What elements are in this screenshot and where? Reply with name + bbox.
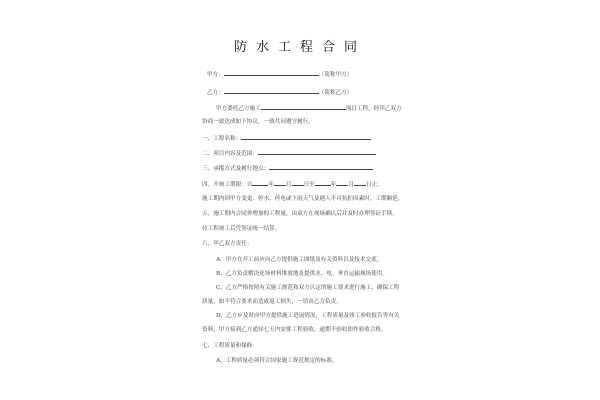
party-b-label: 乙方： [207,90,224,96]
clause-d-line-2: 资料，甲方接到乙方通知七天内安排工程验收，逾期不验收即作验收合格。 [202,327,387,333]
party-b-line [207,88,352,97]
party-b-blank[interactable] [224,88,319,94]
item-project-name [202,134,371,143]
party-b-note: （简称乙方） [318,90,353,96]
party-a-note: （简称甲方） [318,72,353,78]
schedule-year-1: 年 [268,182,274,188]
clause-c-line-1: C、乙方严格按照有关施工规范和双方认定的施工要求进行施工，确保工程 [216,285,400,291]
start-month-blank[interactable] [274,180,286,186]
party-a-label: 甲方： [207,72,224,78]
start-year-blank[interactable] [252,180,268,186]
schedule-month-2: 月 [348,182,354,188]
party-a-line [207,70,352,79]
document-title: 防水工程合同 [233,40,366,55]
schedule-to-label: 日至 [303,182,315,188]
paragraph-extra-work: 五、施工期内合同外增加的工程量，由双方在现场确认后并及时办理签证手续， [202,211,398,217]
clause-c-line-2: 质量，如不符合要求而造成返工损失，一切由乙方负责。 [202,299,342,305]
section-quality: 七、工程质量和保修： [202,343,258,349]
item-scope [202,149,376,158]
paragraph-delay: 施工期内因甲方变更、停水、停电或下雨天气及遇人不可抗拒因素时，工期顺延。 [202,196,404,202]
intro-text-1a: 甲方委托乙方施工 [216,106,261,112]
project-name-blank[interactable] [241,134,371,140]
item-method-label: 三、承揽方式及履行地点： [202,166,270,172]
schedule-end-label: 日止。 [366,182,383,188]
schedule-year-2: 年 [330,182,337,188]
item-project-name-label: 一、工程名称： [202,136,242,142]
project-blank[interactable] [261,104,346,110]
clause-b: B、乙方负责解决连场材料堆放地及提供水、电、垂直运输现场使用。 [216,271,388,277]
scope-blank[interactable] [258,149,376,155]
end-day-blank[interactable] [354,180,366,186]
schedule-month-1: 月 [285,182,292,188]
end-month-blank[interactable] [336,180,348,186]
method-blank[interactable] [269,164,373,170]
schedule-from-label: 四、开竣工期限：自 [202,182,253,188]
section-responsibilities: 六、甲乙双方责任： [202,241,253,247]
intro-line-1 [216,104,402,113]
item-schedule [202,180,383,189]
paragraph-settlement: 待工程竣工后凭签证统一结算。 [202,226,281,232]
end-year-blank[interactable] [315,180,331,186]
party-a-blank[interactable] [224,70,319,76]
start-day-blank[interactable] [292,180,304,186]
intro-text-1b: 项目工程，经甲乙双方 [345,106,402,112]
item-method [202,164,373,173]
intro-line-2: 协商一致达成如下协议，一致共同遵守履行。 [202,119,314,125]
clause-a: A、甲方在开工前应向乙方提供施工图纸及有关资料以及技术交底。 [216,257,383,263]
quality-clause-a: A、工程质量必须符合国家施工规范规定的标准。 [216,358,338,364]
item-scope-label: 二、项目内容及范围： [202,151,258,157]
clause-d-line-1: D、乙方应及时向甲方提供施工进展情况，工程质量及竣工验收报告等有关 [216,313,400,319]
